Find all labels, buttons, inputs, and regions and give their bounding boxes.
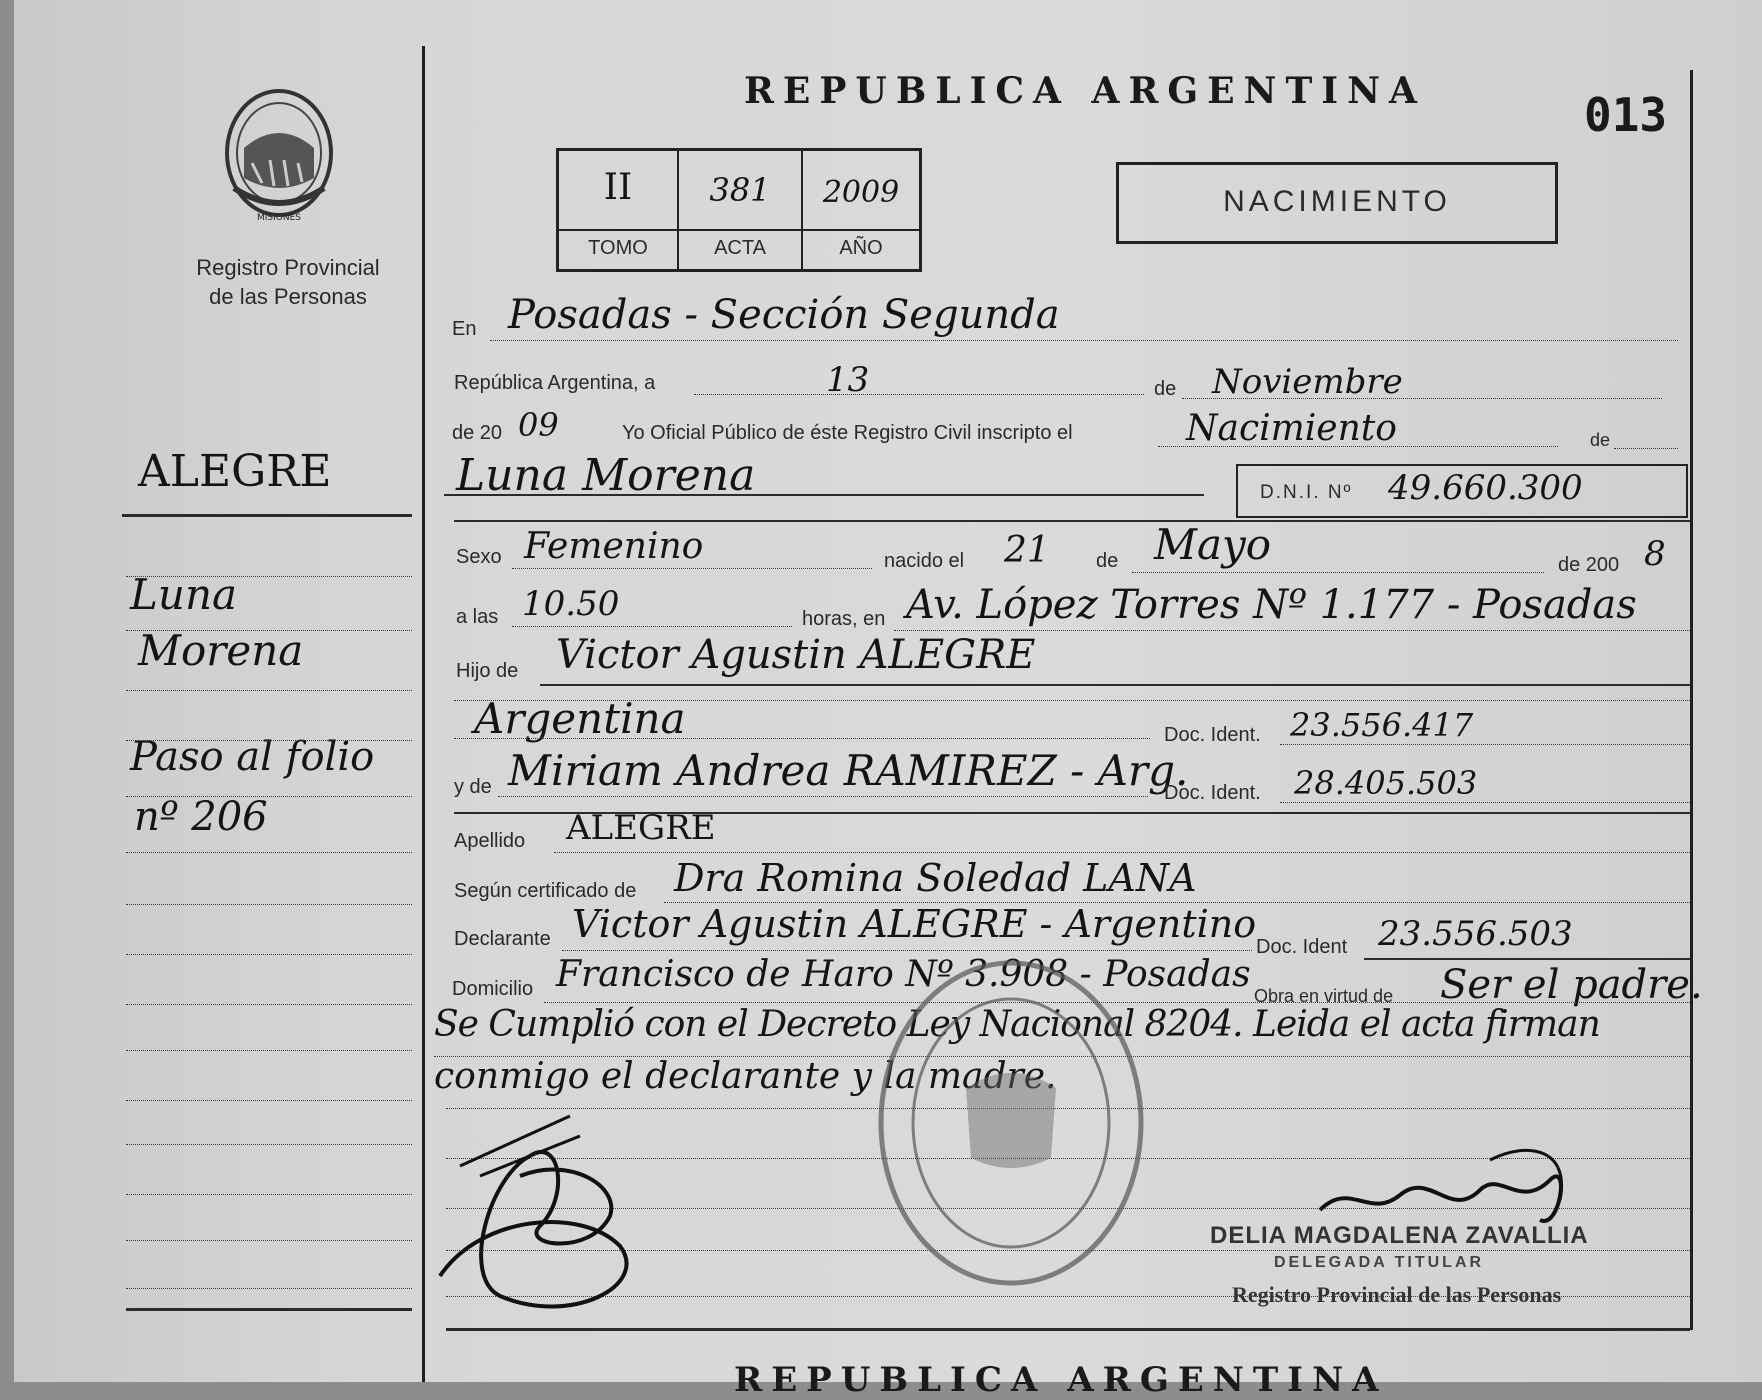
madre-doc-line [1280,802,1690,803]
provincial-coat-of-arms-icon [204,78,354,228]
margin-ruled-line [126,852,412,853]
sexo-label: Sexo [456,546,502,568]
acta-label: ACTA [714,237,766,259]
right-border [1690,70,1693,1330]
nacido-label: nacido el [884,550,965,572]
margin-ruled-line [126,576,412,577]
padre-line [540,684,1690,686]
doc-label-2: Doc. Ident. [1164,782,1261,804]
margin-ruled-line [126,1050,412,1051]
de-label-2: de [1590,430,1611,450]
apellido-value: ALEGRE [566,808,716,848]
margin-name-2: Morena [138,626,304,675]
margin-ruled-line [126,690,412,691]
apellido-line [554,852,1690,853]
lugar-line [894,630,1690,631]
year-value: 09 [518,406,559,444]
day-line [694,394,1144,395]
de-line-2 [1614,448,1678,449]
margin-ruled-line [126,904,412,905]
svg-text:MISIONES: MISIONES [256,213,302,223]
declarante-doc-line [1364,958,1690,960]
yde-label: y de [454,776,492,798]
en-label: En [452,318,477,340]
declarante-doc-value: 23.556.503 [1378,914,1573,954]
margin-surname: ALEGRE [138,446,332,497]
margin-ruled-line [126,1004,412,1005]
tomo-value: II [603,167,633,208]
obra-label: Obra en virtud de [1254,986,1394,1006]
page-number: 013 [1584,88,1668,142]
tomo-label: TOMO [588,237,648,259]
dni-under-line [454,520,1690,522]
nacionalidad-line [454,738,1150,739]
dni-box [1236,464,1688,518]
margin-ruled-line [126,630,412,631]
lugar-value: Av. López Torres Nº 1.177 - Posadas [906,582,1637,628]
child-name-line [444,494,1204,496]
month-line-2 [1132,572,1544,573]
margin-ruled-line [126,1240,412,1241]
hora-line [512,626,792,627]
round-official-seal-icon [866,948,1156,1298]
segun-value: Dra Romina Soledad LANA [674,856,1197,900]
dni-label: D.N.I. Nº [1260,482,1353,503]
registry-line-1: Registro Provincial [196,255,380,280]
padre-value: Victor Agustin ALEGRE [556,632,1036,678]
sexo-value: Femenino [524,526,704,567]
hora-value: 10.50 [522,584,620,624]
segun-label: Según certificado de [454,880,637,902]
margin-ruled-line [126,796,412,797]
anio-label: AÑO [839,237,883,259]
month-value: Noviembre [1212,362,1403,402]
hijo-label: Hijo de [456,660,519,682]
horas-label: horas, en [802,608,886,630]
padre-doc-value: 23.556.417 [1290,706,1474,744]
de-label-3: de [1096,550,1119,572]
alas-label: a las [456,606,499,628]
madre-doc-value: 28.405.503 [1294,764,1478,802]
registry-name [164,253,412,311]
sexo-line [512,568,872,569]
rep-label: República Argentina, a [454,372,656,394]
birth-certificate-page [14,0,1762,1400]
doc-label-1: Doc. Ident. [1164,724,1261,746]
apellido-label: Apellido [454,830,526,852]
margin-ruled-line [126,1194,412,1195]
obra-value: Ser el padre. [1440,962,1703,1008]
country-title: REPUBLICA ARGENTINA [744,70,1426,112]
madre-line [498,796,1148,797]
year-prefix: de 20 [452,422,503,444]
declarante-label: Declarante [454,928,551,950]
nacido-year-label: de 200 [1558,554,1620,576]
acta-value: 381 [709,171,771,209]
footer-rule [446,1328,1690,1331]
padre-doc-line [1280,744,1690,745]
domicilio-value: Francisco de Haro Nº 3.908 - Posadas [556,954,1251,995]
oficial-label: Yo Oficial Público de éste Registro Civil inscripto el [622,422,1073,444]
nacido-day: 21 [1004,530,1050,571]
margin-ruled-line [126,1100,412,1101]
margin-note-2: nº 206 [134,794,268,840]
record-type-box [1116,162,1558,244]
child-name: Luna Morena [456,450,756,501]
official-registry: Registro Provincial de las Personas [1232,1282,1562,1307]
record-box [556,148,922,272]
dni-value: 49.660.300 [1388,468,1583,508]
inscripto-value: Nacimiento [1186,408,1397,449]
margin-ruled-line [126,1288,412,1289]
margin-ruled-line [126,1144,412,1145]
observaciones-line-2: conmigo el declarante y la madre. [434,1056,1057,1097]
margin-ruled-line [126,740,412,741]
official-title: DELEGADA TITULAR [1274,1254,1485,1271]
de-label: de [1154,378,1177,400]
margin-rule [122,514,412,517]
madre-value: Miriam Andrea RAMIREZ - Arg. [508,746,1189,795]
doc-label-3: Doc. Ident [1256,936,1348,958]
registry-line-2: de las Personas [209,284,367,309]
official-name: DELIA MAGDALENA ZAVALLIA [1210,1222,1589,1249]
margin-note-1: Paso al folio [130,734,375,780]
record-type: NACIMIENTO [1223,185,1451,218]
domicilio-label: Domicilio [452,978,534,1000]
margin-name-1: Luna [130,570,238,619]
declarante-value: Victor Agustin ALEGRE - Argentino [572,902,1257,946]
margin-bottom-rule [126,1308,412,1311]
en-line [490,340,1678,341]
nacido-month: Mayo [1154,520,1272,569]
anio-value: 2009 [822,175,900,210]
nacido-year-value: 8 [1644,534,1666,574]
day-value: 13 [826,360,870,400]
padre-nacionalidad: Argentina [474,694,686,743]
observaciones-line-1: Se Cumplió con el Decreto Ley Nacional 8204. Leida el acta firman [434,1004,1600,1045]
margin-ruled-line [126,954,412,955]
footer-next-record-title: REPUBLICA ARGENTINA [734,1360,1388,1400]
declarant-signature [420,1096,670,1346]
en-value: Posadas - Sección Segunda [508,292,1060,338]
